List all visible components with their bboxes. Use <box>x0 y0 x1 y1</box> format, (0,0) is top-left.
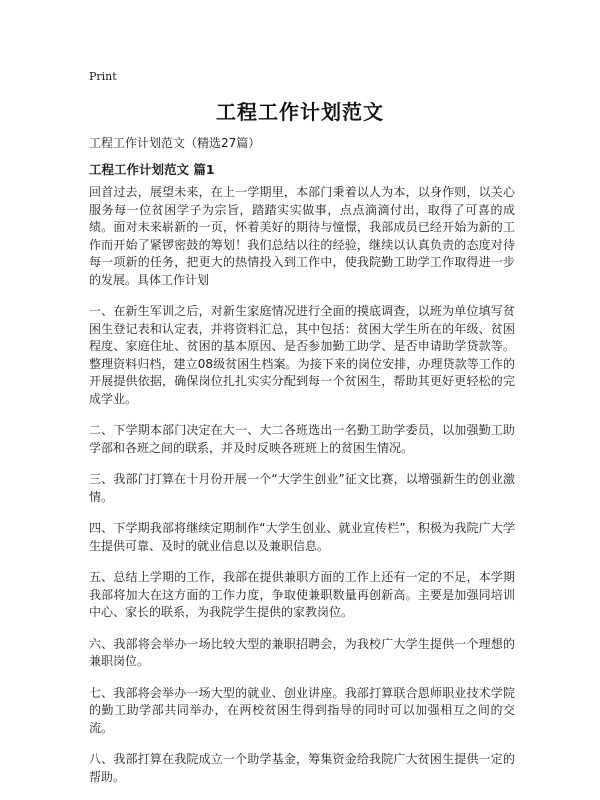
paragraph-4: 四、下学期我部将继续定期制作“大学生创业、就业宣传栏”，积极为我院广大学生提供可靠、及时的就业信息以及兼职信息。 <box>89 521 515 553</box>
paragraph-5: 五、总结上学期的工作，我部在提供兼职方面的工作上还有一定的不足，本学期我部将加大在这方面的工作力度，争取使兼职数量再创新高。主要是加强同培训中心、家长的联系，为我院学生提供的家教岗位。 <box>89 570 515 619</box>
page-title: 工程工作计划范文 <box>216 100 384 124</box>
paragraph-6: 六、我部将会举办一场比较大型的兼职招聘会，为我校广大学生提供一个理想的兼职岗位。 <box>89 636 515 668</box>
paragraph-intro: 回首过去，展望未来，在上一学期里，本部门秉着以人为本，以身作则，以关心服务每一位贫困学子为宗旨，踏踏实实做事，点点滴滴付出，取得了可喜的成绩。面对未来崭新的一页，怀着美好的期待与憧憬，我部成员已经开始为新的工作而开始了紧锣密鼓的筹划！我们总结以往的经验，继续以认真负责的态度对待每一项新的任务，把更大的热情投入到工作中，使我院勤工助学工作取得进一步的发展。具体工作计划 <box>89 185 515 287</box>
document-subtitle: 工程工作计划范文（精选27篇） <box>89 136 261 150</box>
paragraph-3: 三、我部门打算在十月份开展一个“大学生创业”征文比赛，以增强新生的创业激情。 <box>89 472 515 504</box>
section-heading: 工程工作计划范文 篇1 <box>89 162 215 177</box>
paragraph-1: 一、在新生军训之后，对新生家庭情况进行全面的摸底调查，以班为单位填写贫困生登记表和认定表，并将资料汇总，其中包括：贫困大学生所在的年级、贫困程度、家庭住址、贫困的基本原因、是否参加勤工助学、是否申请助学贷款等。整理资料归档，建立08级贫困生档案。为接下来的岗位安排，办理贷款等工作的开展提供依据，确保岗位扎扎实实分配到每一个贫困生，帮助其更好更轻松的完成学业。 <box>89 304 515 406</box>
paragraph-7: 七、我部将会举办一场大型的就业、创业讲座。我部打算联合恩师职业技术学院的勤工助学部共同举办，在两校贫困生得到指导的同时可以加强相互之间的交流。 <box>89 685 515 735</box>
paragraph-8: 八、我部打算在我院成立一个助学基金，筹集资金给我院广大贫困生提供一定的帮助。 <box>89 752 515 784</box>
paragraph-2: 二、下学期本部门决定在大一、大二各班选出一名勤工助学委员，以加强勤工助学部和各班之间的联系，并及时反映各班班上的贫困生情况。 <box>89 423 515 455</box>
body-text <box>89 184 515 800</box>
print-label: Print <box>89 70 117 83</box>
